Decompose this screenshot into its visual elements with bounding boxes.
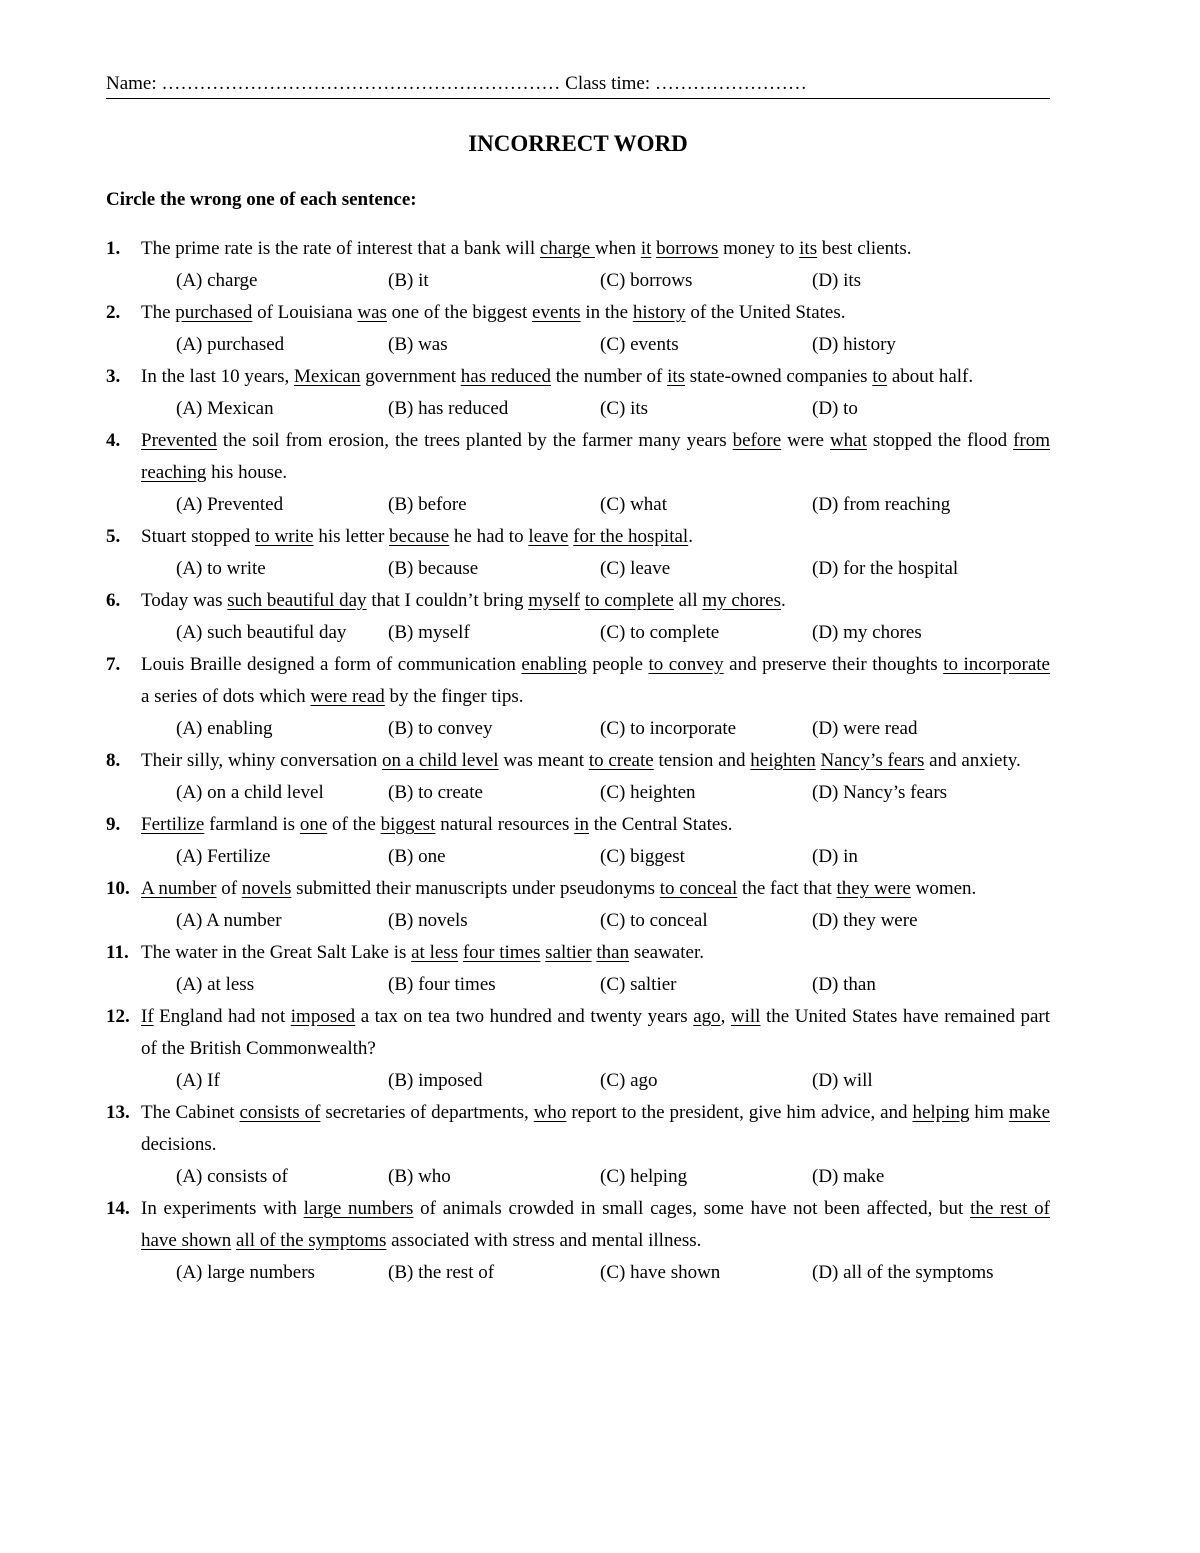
answer-option[interactable]: (D) history [812, 334, 896, 355]
answer-options [176, 905, 1050, 937]
underlined-word[interactable]: four times [462, 942, 541, 963]
answer-option[interactable]: (B) because [388, 558, 479, 579]
sentence-text: Their silly, whiny conversation [141, 750, 382, 771]
question-item [106, 233, 1050, 297]
answer-option[interactable]: (C) saltier [600, 974, 677, 995]
underlined-word[interactable]: all of the symptoms [235, 1230, 387, 1251]
answer-option[interactable]: (C) biggest [600, 846, 685, 867]
answer-option[interactable]: (A) at less [176, 974, 255, 995]
underlined-word[interactable]: helping [912, 1102, 970, 1123]
sentence-text: the United States have remained part of the British Commonwealth? [141, 1006, 1051, 1059]
underlined-word[interactable]: to write [255, 526, 314, 547]
sentence-text: Today was [141, 590, 228, 611]
question-item [106, 1001, 1050, 1097]
answer-option[interactable]: (B) to convey [388, 718, 493, 739]
sentence-text: and anxiety. [924, 750, 1021, 771]
underlined-word[interactable]: consists of [239, 1102, 321, 1123]
answer-option[interactable]: (C) have shown [600, 1262, 721, 1283]
answer-option[interactable]: (B) to create [388, 782, 483, 803]
answer-options [176, 393, 1050, 425]
answer-option[interactable]: (A) on a child level [176, 782, 324, 803]
name-blank[interactable]: ……………………………………………………… [161, 73, 561, 94]
question-item [106, 649, 1050, 745]
answer-options [176, 265, 1050, 297]
sentence-text: when [594, 238, 641, 259]
sentence-text: Stuart stopped [141, 526, 255, 547]
question-item [106, 361, 1050, 425]
answer-options [176, 329, 1050, 361]
sentence-text: . [780, 590, 786, 611]
page-title: INCORRECT WORD [468, 131, 688, 156]
answer-option[interactable]: (B) before [388, 494, 467, 515]
question-number: 1. [106, 238, 121, 259]
sentence-text: one of the biggest [386, 302, 533, 323]
underlined-word[interactable]: Prevented [141, 430, 217, 451]
underlined-word[interactable]: its [667, 366, 686, 387]
answer-options [176, 713, 1050, 745]
answer-option[interactable]: (A) consists of [176, 1166, 288, 1187]
underlined-word[interactable]: one [299, 814, 328, 835]
sentence-text: the fact that [737, 878, 837, 899]
question-sentence [141, 1193, 1050, 1257]
underlined-word[interactable]: in [574, 814, 589, 835]
name-label: Name: [106, 73, 162, 94]
underlined-word[interactable]: who [533, 1102, 567, 1123]
sentence-text: he had to [449, 526, 529, 547]
sentence-text: in the [580, 302, 633, 323]
answer-option[interactable]: (B) imposed [388, 1070, 483, 1091]
question-item [106, 937, 1050, 1001]
answer-options [176, 1257, 1050, 1289]
question-number: 14. [106, 1198, 130, 1219]
underlined-word[interactable]: to conceal [659, 878, 738, 899]
question-item [106, 521, 1050, 585]
underlined-word[interactable]: were read [310, 686, 385, 707]
sentence-text: state-owned companies [685, 366, 873, 387]
answer-option[interactable]: (C) helping [600, 1166, 688, 1187]
answer-option[interactable]: (B) myself [388, 622, 470, 643]
answer-option[interactable]: (D) than [812, 974, 876, 995]
underlined-word[interactable]: leave [528, 526, 569, 547]
answer-option[interactable]: (A) If [176, 1070, 220, 1091]
sentence-text: The Cabinet [141, 1102, 240, 1123]
underlined-word[interactable]: Nancy’s fears [820, 750, 925, 771]
question-sentence [141, 937, 1050, 969]
sentence-text: him [969, 1102, 1009, 1123]
question-number: 6. [106, 590, 121, 611]
sentence-text: In experiments with [141, 1198, 304, 1219]
question-list [106, 233, 1050, 1289]
answer-option[interactable]: (D) make [812, 1166, 885, 1187]
question-sentence [141, 649, 1050, 713]
sentence-text: submitted their manuscripts under pseudonyms [291, 878, 660, 899]
sentence-text: was meant [498, 750, 589, 771]
question-number: 5. [106, 526, 121, 547]
question-number: 9. [106, 814, 121, 835]
question-sentence [141, 361, 1050, 393]
sentence-text: secretaries of departments, [320, 1102, 534, 1123]
answer-option[interactable]: (C) ago [600, 1070, 658, 1091]
underlined-word[interactable]: history [632, 302, 686, 323]
answer-options [176, 1065, 1050, 1097]
underlined-word[interactable]: to [872, 366, 888, 387]
sentence-text: a tax on tea two hundred and twenty years [355, 1006, 694, 1027]
question-number: 7. [106, 654, 121, 675]
answer-option[interactable]: (A) Mexican [176, 398, 274, 419]
underlined-word[interactable]: its [799, 238, 818, 259]
answer-option[interactable]: (C) to complete [600, 622, 720, 643]
sentence-text: money to [718, 238, 800, 259]
answer-option[interactable]: (B) four times [388, 974, 496, 995]
sentence-text: England had not [153, 1006, 291, 1027]
sentence-text: tension and [653, 750, 751, 771]
answer-options [176, 489, 1050, 521]
answer-option[interactable]: (D) in [812, 846, 858, 867]
answer-option[interactable]: (C) leave [600, 558, 671, 579]
answer-option[interactable]: (D) my chores [812, 622, 922, 643]
answer-option[interactable]: (D) will [812, 1070, 873, 1091]
question-item [106, 1097, 1050, 1193]
underlined-word[interactable]: events [532, 302, 581, 323]
sentence-text: a series of dots which [141, 686, 311, 707]
sentence-text: farmland is [204, 814, 300, 835]
question-number: 2. [106, 302, 121, 323]
answer-option[interactable]: (B) the rest of [388, 1262, 495, 1283]
question-item [106, 873, 1050, 937]
answer-option[interactable]: (D) for the hospital [812, 558, 959, 579]
underlined-word[interactable]: charge [539, 238, 595, 259]
question-number: 3. [106, 366, 121, 387]
underlined-word[interactable]: before [732, 430, 782, 451]
answer-option[interactable]: (C) what [600, 494, 668, 515]
underlined-word[interactable]: A number [141, 878, 217, 899]
answer-option[interactable]: (C) its [600, 398, 649, 419]
question-sentence [141, 521, 1050, 553]
instructions: Circle the wrong one of each sentence: [106, 189, 417, 210]
sentence-text: of the [327, 814, 381, 835]
class-time-label: Class time: [560, 73, 655, 94]
underlined-word[interactable]: Fertilize [141, 814, 205, 835]
sentence-text: were [781, 430, 830, 451]
underlined-word[interactable]: on a child level [381, 750, 499, 771]
question-sentence [141, 297, 1050, 329]
name-class-header [106, 70, 1050, 99]
sentence-text: women. [910, 878, 977, 899]
question-sentence [141, 585, 1050, 617]
question-item [106, 745, 1050, 809]
underlined-word[interactable]: myself [528, 590, 580, 611]
question-item [106, 297, 1050, 361]
sentence-text: about half. [887, 366, 974, 387]
answer-option[interactable]: (A) Prevented [176, 494, 284, 515]
underlined-word[interactable]: they were [836, 878, 911, 899]
question-number: 11. [106, 942, 129, 963]
question-number: 4. [106, 430, 121, 451]
answer-option[interactable]: (A) such beautiful day [176, 622, 347, 643]
question-number: 8. [106, 750, 121, 771]
sentence-text: government [360, 366, 461, 387]
answer-option[interactable]: (A) large numbers [176, 1262, 315, 1283]
question-sentence [141, 1001, 1050, 1065]
sentence-text: In the last 10 years, [141, 366, 295, 387]
answer-option[interactable]: (C) to incorporate [600, 718, 737, 739]
underlined-word[interactable]: will [730, 1006, 761, 1027]
answer-option[interactable]: (A) enabling [176, 718, 273, 739]
answer-option[interactable]: (A) charge [176, 270, 258, 291]
answer-option[interactable]: (A) to write [176, 558, 266, 579]
sentence-text: of [216, 878, 242, 899]
sentence-text: The water in the Great Salt Lake is [141, 942, 412, 963]
underlined-word[interactable]: at less [411, 942, 459, 963]
sentence-text: report to the president, give him advice, and [566, 1102, 913, 1123]
question-item [106, 585, 1050, 649]
answer-option[interactable]: (D) were read [812, 718, 918, 739]
answer-option[interactable]: (B) novels [388, 910, 468, 931]
answer-option[interactable]: (C) borrows [600, 270, 693, 291]
underlined-word[interactable]: my chores [702, 590, 781, 611]
underlined-word[interactable]: imposed [290, 1006, 356, 1027]
underlined-word[interactable]: ago [693, 1006, 721, 1027]
underlined-word[interactable]: saltier [545, 942, 592, 963]
answer-option[interactable]: (D) its [812, 270, 862, 291]
underlined-word[interactable]: has reduced [460, 366, 551, 387]
question-item [106, 1193, 1050, 1289]
answer-option[interactable]: (A) purchased [176, 334, 285, 355]
underlined-word[interactable]: Mexican [294, 366, 361, 387]
worksheet-page [106, 70, 1050, 1289]
answer-option[interactable]: (D) all of the symptoms [812, 1262, 994, 1283]
underlined-word[interactable]: from reaching [141, 430, 1050, 483]
answer-options [176, 841, 1050, 873]
sentence-text: Louis Braille designed a form of communication [141, 654, 522, 675]
underlined-word[interactable]: biggest [380, 814, 436, 835]
underlined-word[interactable]: was [357, 302, 387, 323]
answer-option[interactable]: (B) was [388, 334, 448, 355]
underlined-word[interactable]: novels [241, 878, 292, 899]
answer-option[interactable]: (A) A number [176, 910, 282, 931]
underlined-word[interactable]: make [1008, 1102, 1051, 1123]
sentence-text: people [586, 654, 649, 675]
question-item [106, 425, 1050, 521]
answer-options [176, 617, 1050, 649]
underlined-word[interactable]: the rest of [970, 1198, 1050, 1219]
underlined-word[interactable]: such beautiful day [227, 590, 367, 611]
question-sentence [141, 233, 1050, 265]
answer-options [176, 1161, 1050, 1193]
answer-option[interactable]: (C) to conceal [600, 910, 708, 931]
sentence-text: . [688, 526, 693, 547]
sentence-text: associated with stress and mental illness. [386, 1230, 702, 1251]
sentence-text: The prime rate is the rate of interest that a bank will [141, 238, 540, 259]
sentence-text: natural resources [435, 814, 575, 835]
underlined-word[interactable]: what [829, 430, 867, 451]
answer-option[interactable]: (D) from reaching [812, 494, 951, 515]
answer-option[interactable]: (D) Nancy’s fears [812, 782, 948, 803]
question-sentence [141, 745, 1050, 777]
underlined-word[interactable]: have shown [141, 1230, 232, 1251]
question-number: 10. [106, 878, 130, 899]
sentence-text: and preserve their thoughts [723, 654, 944, 675]
answer-options [176, 969, 1050, 1001]
underlined-word[interactable]: to create [588, 750, 654, 771]
sentence-text: the number of [550, 366, 668, 387]
sentence-text: The [141, 302, 176, 323]
sentence-text: his house. [206, 462, 288, 483]
sentence-text: that I couldn’t bring [366, 590, 529, 611]
underlined-word[interactable]: to complete [584, 590, 674, 611]
underlined-word[interactable]: borrows [656, 238, 719, 259]
answer-option[interactable]: (B) it [388, 270, 429, 291]
question-number: 12. [106, 1006, 130, 1027]
sentence-text: stopped the flood [866, 430, 1014, 451]
underlined-word[interactable]: than [596, 942, 630, 963]
underlined-word[interactable]: to convey [648, 654, 724, 675]
sentence-text: by the finger tips. [384, 686, 524, 707]
question-sentence [141, 425, 1050, 489]
underlined-word[interactable]: it [640, 238, 652, 259]
answer-option[interactable]: (B) has reduced [388, 398, 509, 419]
underlined-word[interactable]: because [389, 526, 450, 547]
sentence-text: best clients. [817, 238, 912, 259]
sentence-text: , [720, 1006, 731, 1027]
class-time-blank[interactable]: …………………… [654, 73, 807, 94]
underlined-word[interactable]: enabling [521, 654, 587, 675]
answer-options [176, 553, 1050, 585]
answer-option[interactable]: (A) Fertilize [176, 846, 271, 867]
question-sentence [141, 809, 1050, 841]
underlined-word[interactable]: to incorporate [943, 654, 1050, 675]
answer-options [176, 777, 1050, 809]
sentence-text: of animals crowded in small cages, some have not been affected, but [413, 1198, 971, 1219]
sentence-text: of the United States. [685, 302, 846, 323]
answer-option[interactable]: (B) one [388, 846, 446, 867]
question-item [106, 809, 1050, 873]
sentence-text: all [673, 590, 703, 611]
underlined-word[interactable]: If [141, 1006, 154, 1027]
answer-option[interactable]: (C) heighten [600, 782, 696, 803]
sentence-text: the Central States. [588, 814, 733, 835]
answer-option[interactable]: (D) to [812, 398, 858, 419]
answer-option[interactable]: (C) events [600, 334, 679, 355]
question-number: 13. [106, 1102, 130, 1123]
question-sentence [141, 873, 1050, 905]
sentence-text: decisions. [141, 1134, 217, 1155]
question-sentence [141, 1097, 1050, 1161]
answer-option[interactable]: (B) who [388, 1166, 451, 1187]
underlined-word[interactable]: for the hospital [573, 526, 689, 547]
sentence-text: the soil from erosion, the trees planted by the farmer many years [216, 430, 733, 451]
underlined-word[interactable]: heighten [750, 750, 816, 771]
sentence-text: his letter [313, 526, 390, 547]
answer-option[interactable]: (D) they were [812, 910, 918, 931]
sentence-text: of Louisiana [252, 302, 358, 323]
sentence-text: seawater. [629, 942, 704, 963]
underlined-word[interactable]: large numbers [303, 1198, 414, 1219]
underlined-word[interactable]: purchased [175, 302, 253, 323]
